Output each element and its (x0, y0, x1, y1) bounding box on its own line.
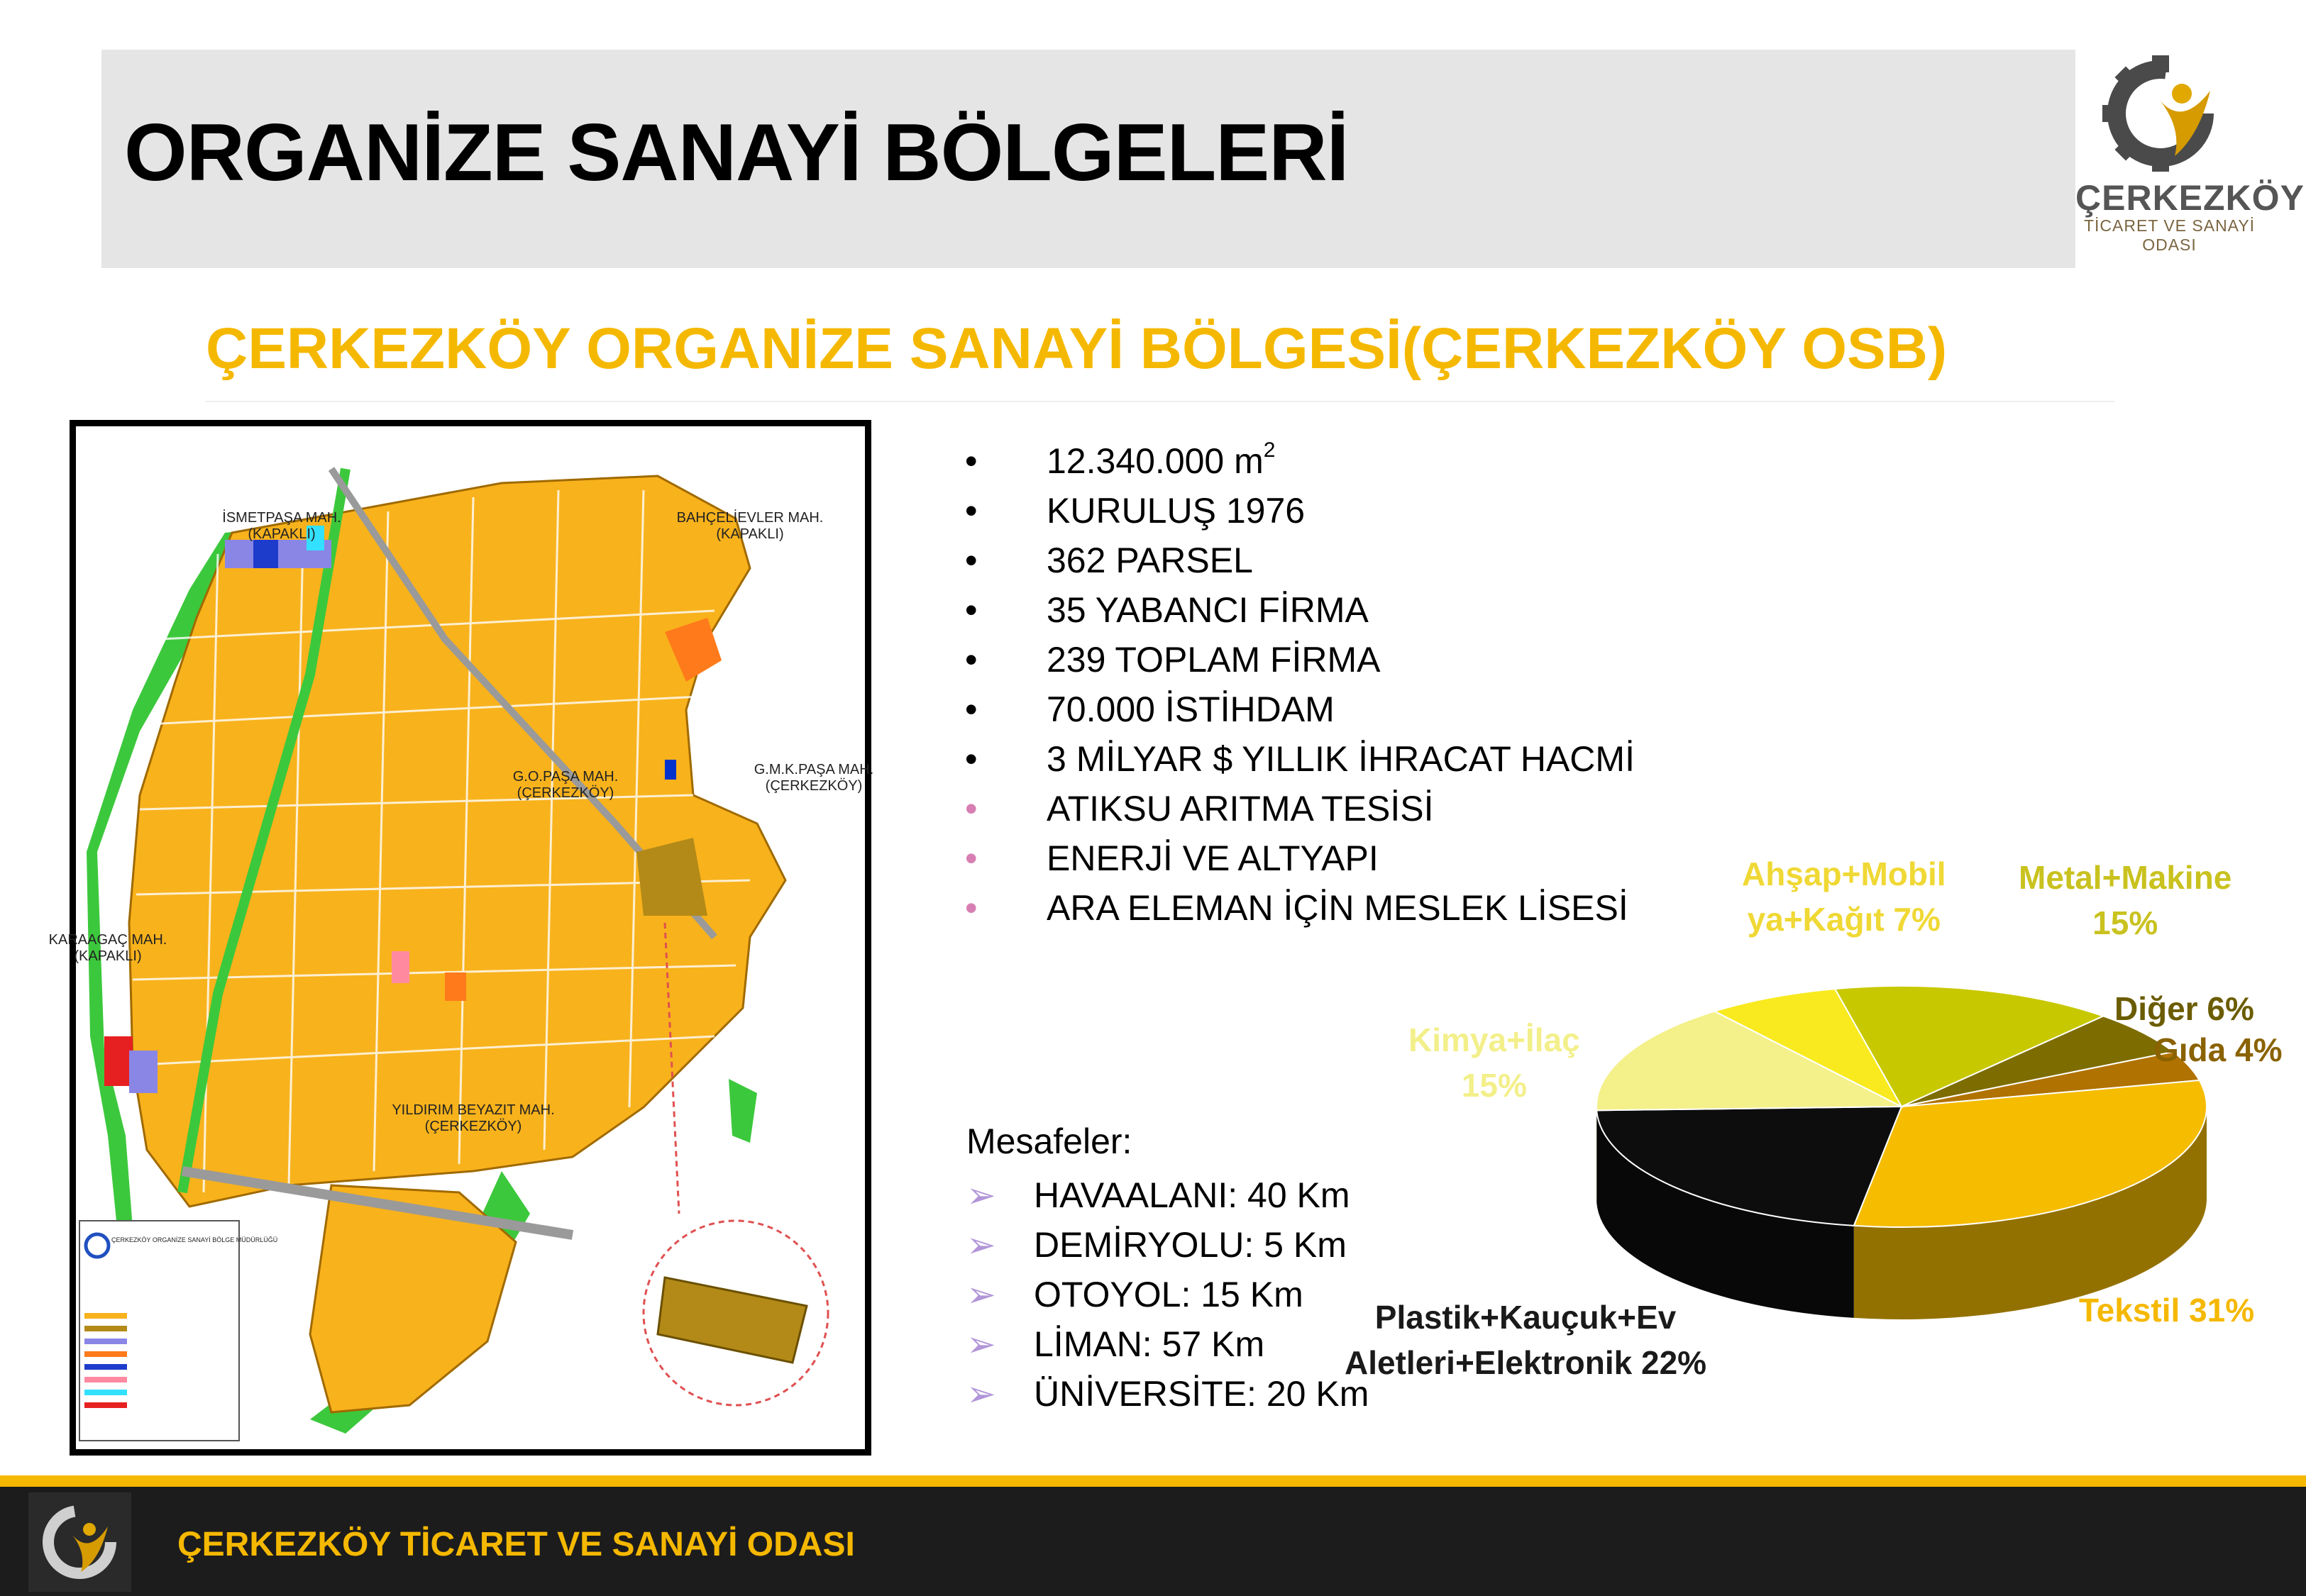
label-cerkezkoy-2: (ÇERKEZKÖY) (765, 778, 863, 794)
fact-item: • 3 MİLYAR $ YILLIK İHRACAT HACMİ (965, 739, 1635, 779)
fact-item: • ARA ELEMAN İÇİN MESLEK LİSESİ (965, 888, 1628, 928)
fact-area-unit-sup: 2 (1263, 438, 1276, 462)
distance-item (966, 1369, 1369, 1419)
map-drawing (48, 426, 874, 1449)
pie-label-line: Gıda 4% (2153, 1031, 2283, 1068)
fact-item: • 362 PARSEL (965, 541, 1253, 580)
label-kapakli-1: (KAPAKLI) (248, 526, 316, 542)
fact-area: • 12.340.000 $m^2$ (965, 438, 1276, 481)
fact-text: 3 MİLYAR $ YILLIK İHRACAT HACMİ (1047, 739, 1635, 779)
label-gmkpasa: G.M.K.PAŞA MAH. (754, 762, 874, 777)
pie-label-line: 15% (1461, 1067, 1527, 1104)
pie-label-line: Ahşap+Mobil (1742, 855, 1946, 892)
label-ismetpasa: İSMETPAŞA MAH. (222, 510, 341, 526)
osb-site-map (48, 420, 874, 1456)
fact-item: • ATIKSU ARITMA TESİSİ (965, 789, 1434, 829)
pie-label-plastik (1345, 1295, 1706, 1385)
label-yildirim: YILDIRIM BEYAZIT MAH. (392, 1102, 555, 1118)
pie-label-line: Diğer 6% (2114, 990, 2254, 1027)
commerce-parcel (392, 951, 409, 983)
distance-text: ÜNİVERSİTE: 20 Km (1034, 1374, 1369, 1414)
pie-label-ahsap (1742, 851, 1946, 942)
fact-text: 362 PARSEL (1047, 541, 1253, 580)
fact-text: 239 TOPLAM FİRMA (1047, 640, 1381, 680)
distance-text: DEMİRYOLU: 5 Km (1034, 1225, 1347, 1265)
legend-title: ÇERKEZKÖY ORGANİZE SANAYİ BÖLGE MÜDÜRLÜĞÜ (111, 1236, 278, 1243)
pie-label-gida (2153, 1027, 2283, 1073)
subtitle-divider (206, 401, 2114, 402)
pie-label-kimya (1408, 1017, 1580, 1108)
distances-list (966, 1170, 1369, 1419)
fact-item: • KURULUŞ 1976 (965, 491, 1306, 531)
arrow-bullet-icon: ➢ (966, 1175, 996, 1215)
pie-label-tekstil (2079, 1287, 2254, 1333)
label-kapakli-3: (KAPAKLI) (74, 948, 142, 964)
distances-title: Mesafeler: (966, 1121, 1132, 1161)
fuel-station-area (253, 540, 278, 568)
logo-wordmark: ÇERKEZKÖY (2075, 178, 2305, 218)
admin-area-west (129, 1051, 158, 1093)
fact-area-value: 12.340.000 m (1047, 441, 1264, 481)
pie-label-line: Kimya+İlaç (1408, 1021, 1580, 1058)
footer-title: ÇERKEZKÖY TİCARET VE SANAYİ ODASI (177, 1526, 855, 1563)
arrow-bullet-icon: ➢ (966, 1374, 996, 1414)
fact-item: • 239 TOPLAM FİRMA (965, 640, 1381, 680)
fact-text: ARA ELEMAN İÇİN MESLEK LİSESİ (1047, 888, 1628, 928)
arrow-bullet-icon: ➢ (966, 1324, 996, 1364)
label-cerkezkoy-1: (ÇERKEZKÖY) (517, 785, 614, 801)
distance-item (966, 1319, 1369, 1369)
fact-item: • ENERJİ VE ALTYAPI (965, 838, 1379, 878)
arrow-bullet-icon: ➢ (966, 1225, 996, 1265)
distance-item (966, 1170, 1369, 1220)
blue-marker (665, 760, 676, 780)
page-title: ORGANİZE SANAYİ BÖLGELERİ (124, 108, 1349, 198)
fact-text: ENERJİ VE ALTYAPI (1047, 838, 1379, 878)
label-bahcelievler: BAHÇELİEVLER MAH. (676, 510, 824, 526)
pie-label-metal (2019, 855, 2231, 946)
distance-item (966, 1270, 1369, 1319)
logo-subtitle: TİCARET VE SANAYİ ODASI (2083, 216, 2256, 254)
pie-label-diger (2114, 986, 2254, 1031)
distance-text: OTOYOL: 15 Km (1034, 1275, 1303, 1314)
pie-label-line: Metal+Makine (2019, 859, 2232, 896)
distance-item (966, 1220, 1369, 1270)
fact-text: ATIKSU ARITMA TESİSİ (1047, 789, 1434, 829)
label-cerkezkoy-3: (ÇERKEZKÖY) (424, 1119, 522, 1134)
footer-accent-line (0, 1475, 2306, 1487)
label-kapakli-2: (KAPAKLI) (716, 526, 784, 542)
distance-text: HAVAALANI: 40 Km (1034, 1175, 1350, 1215)
section-subtitle: ÇERKEZKÖY ORGANİZE SANAYİ BÖLGESİ(ÇERKEZKÖY OSB) (206, 316, 1948, 381)
pie-label-line: Plastik+Kauçuk+Ev (1374, 1299, 1677, 1336)
label-karaagac: KARAAGAÇ MAH. (48, 932, 167, 948)
orange-parcel (445, 972, 466, 1001)
pie-label-line: 15% (2092, 904, 2158, 941)
footer-gear-icon (28, 1492, 131, 1592)
transformer-area (104, 1036, 133, 1086)
pie-label-line: Tekstil 31% (2079, 1292, 2255, 1329)
fact-item: • 35 YABANCI FİRMA (965, 590, 1369, 630)
fact-text: 35 YABANCI FİRMA (1047, 590, 1369, 630)
fact-item: • 70.000 İSTİHDAM (965, 689, 1335, 729)
fact-text: KURULUŞ 1976 (1047, 491, 1306, 531)
arrow-bullet-icon: ➢ (966, 1275, 996, 1314)
pie-label-line: ya+Kağıt 7% (1747, 901, 1941, 938)
facts-list (958, 436, 1774, 933)
pie-label-line: Aletleri+Elektronik 22% (1345, 1344, 1707, 1381)
fact-text: 70.000 İSTİHDAM (1047, 689, 1335, 729)
label-gopasa: G.O.PAŞA MAH. (512, 769, 619, 785)
distance-text: LİMAN: 57 Km (1034, 1324, 1265, 1364)
